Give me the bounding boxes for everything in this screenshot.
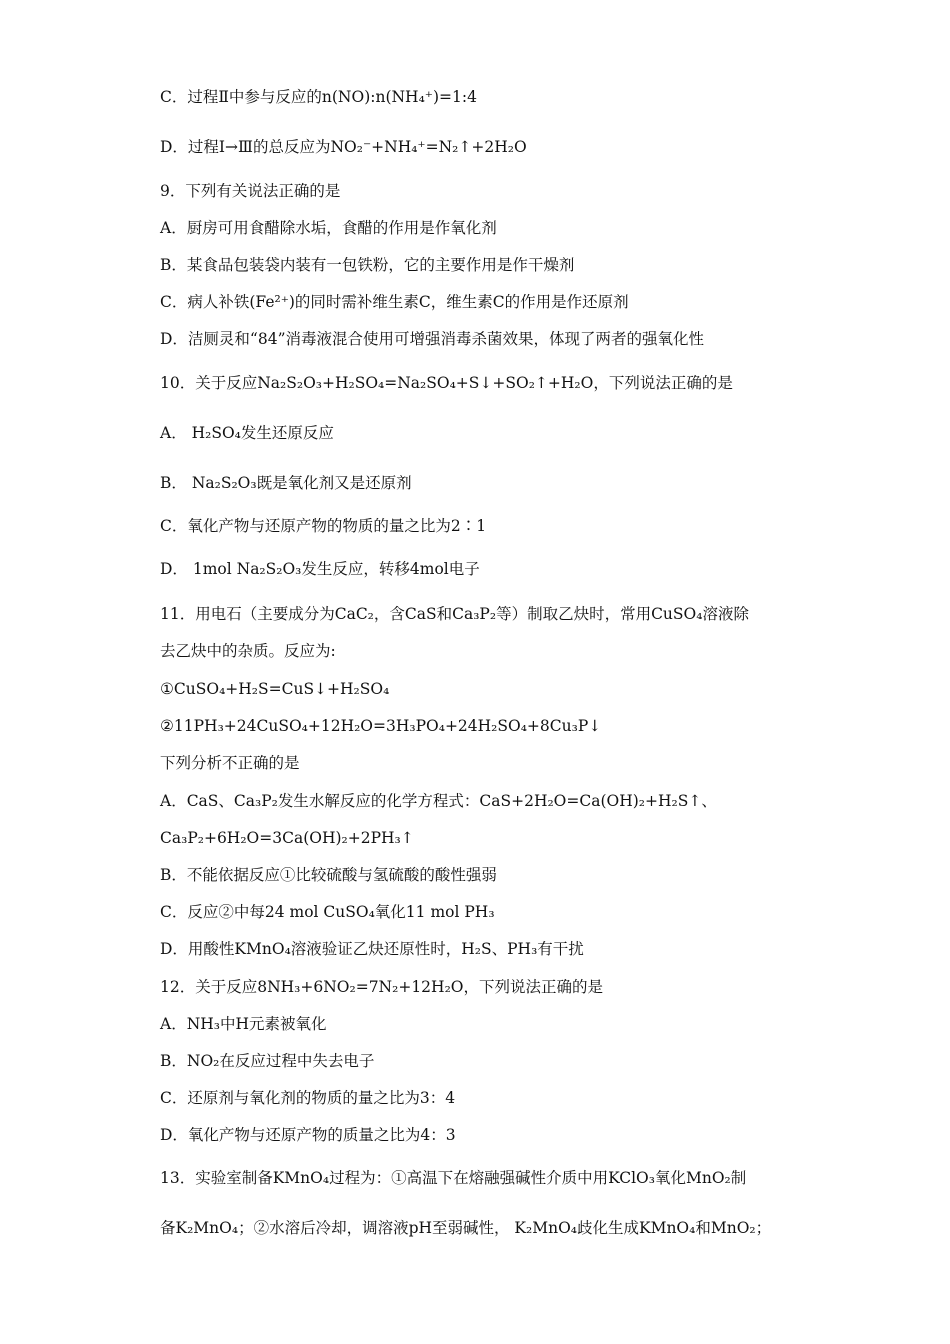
q10-option-a: A． H₂SO₄发生还原反应 xyxy=(160,424,334,442)
q8-option-c: C．过程Ⅱ中参与反应的n(NO):n(NH₄⁺)=1:4 xyxy=(160,88,477,106)
q9-option-d: D．洁厕灵和“84”消毒液混合使用可增强消毒杀菌效果，体现了两者的强氧化性 xyxy=(160,330,705,348)
q8-option-d: D．过程Ⅰ→Ⅲ的总反应为NO₂⁻+NH₄⁺=N₂↑+2H₂O xyxy=(160,138,527,156)
q11-option-a-line1: A．CaS、Ca₃P₂发生水解反应的化学方程式：CaS+2H₂O=Ca(OH)₂+H₂S↑、 xyxy=(160,792,717,810)
q11-option-c: C．反应②中每24 mol CuSO₄氧化11 mol PH₃ xyxy=(160,903,495,921)
q10-option-b: B． Na₂S₂O₃既是氧化剂又是还原剂 xyxy=(160,474,412,492)
q11-option-b: B．不能依据反应①比较硫酸与氢硫酸的酸性强弱 xyxy=(160,866,497,884)
q9-option-a: A．厨房可用食醋除水垢，食醋的作用是作氧化剂 xyxy=(160,219,497,237)
q11-prompt: 下列分析不正确的是 xyxy=(160,754,300,772)
q9-stem: 9．下列有关说法正确的是 xyxy=(160,182,341,200)
q10-stem: 10．关于反应Na₂S₂O₃+H₂SO₄=Na₂SO₄+S↓+SO₂↑+H₂O，下列说法正确的是 xyxy=(160,374,733,392)
q9-option-c: C．病人补铁(Fe²⁺)的同时需补维生素C，维生素C的作用是作还原剂 xyxy=(160,293,629,311)
q13-stem-line2: 备K₂MnO₄；②水溶后冷却，调溶液pH至弱碱性， K₂MnO₄歧化生成KMnO₄和MnO₂； xyxy=(160,1219,772,1237)
q12-stem: 12．关于反应8NH₃+6NO₂=7N₂+12H₂O，下列说法正确的是 xyxy=(160,978,603,996)
q11-stem-line2: 去乙炔中的杂质。反应为: xyxy=(160,642,336,660)
q12-option-c: C．还原剂与氧化剂的物质的量之比为3：4 xyxy=(160,1089,456,1107)
q10-option-d: D． 1mol Na₂S₂O₃发生反应，转移4mol电子 xyxy=(160,560,480,578)
q12-option-a: A．NH₃中H元素被氧化 xyxy=(160,1015,327,1033)
q13-stem-line1: 13．实验室制备KMnO₄过程为：①高温下在熔融强碱性介质中用KClO₃氧化MnO₂制 xyxy=(160,1169,747,1187)
q11-reaction-2: ②11PH₃+24CuSO₄+12H₂O=3H₃PO₄+24H₂SO₄+8Cu₃P↓ xyxy=(160,717,602,735)
q11-reaction-1: ①CuSO₄+H₂S=CuS↓+H₂SO₄ xyxy=(160,680,390,698)
q10-option-c: C．氧化产物与还原产物的物质的量之比为2∶1 xyxy=(160,517,487,535)
q9-option-b: B．某食品包装袋内装有一包铁粉，它的主要作用是作干燥剂 xyxy=(160,256,575,274)
q11-option-d: D．用酸性KMnO₄溶液验证乙炔还原性时，H₂S、PH₃有干扰 xyxy=(160,940,584,958)
q11-stem-line1: 11．用电石（主要成分为CaC₂，含CaS和Ca₃P₂等）制取乙炔时，常用CuSO₄溶液除 xyxy=(160,605,749,623)
q12-option-d: D．氧化产物与还原产物的质量之比为4：3 xyxy=(160,1126,456,1144)
q11-option-a-line2: Ca₃P₂+6H₂O=3Ca(OH)₂+2PH₃↑ xyxy=(160,829,414,847)
q12-option-b: B．NO₂在反应过程中失去电子 xyxy=(160,1052,375,1070)
